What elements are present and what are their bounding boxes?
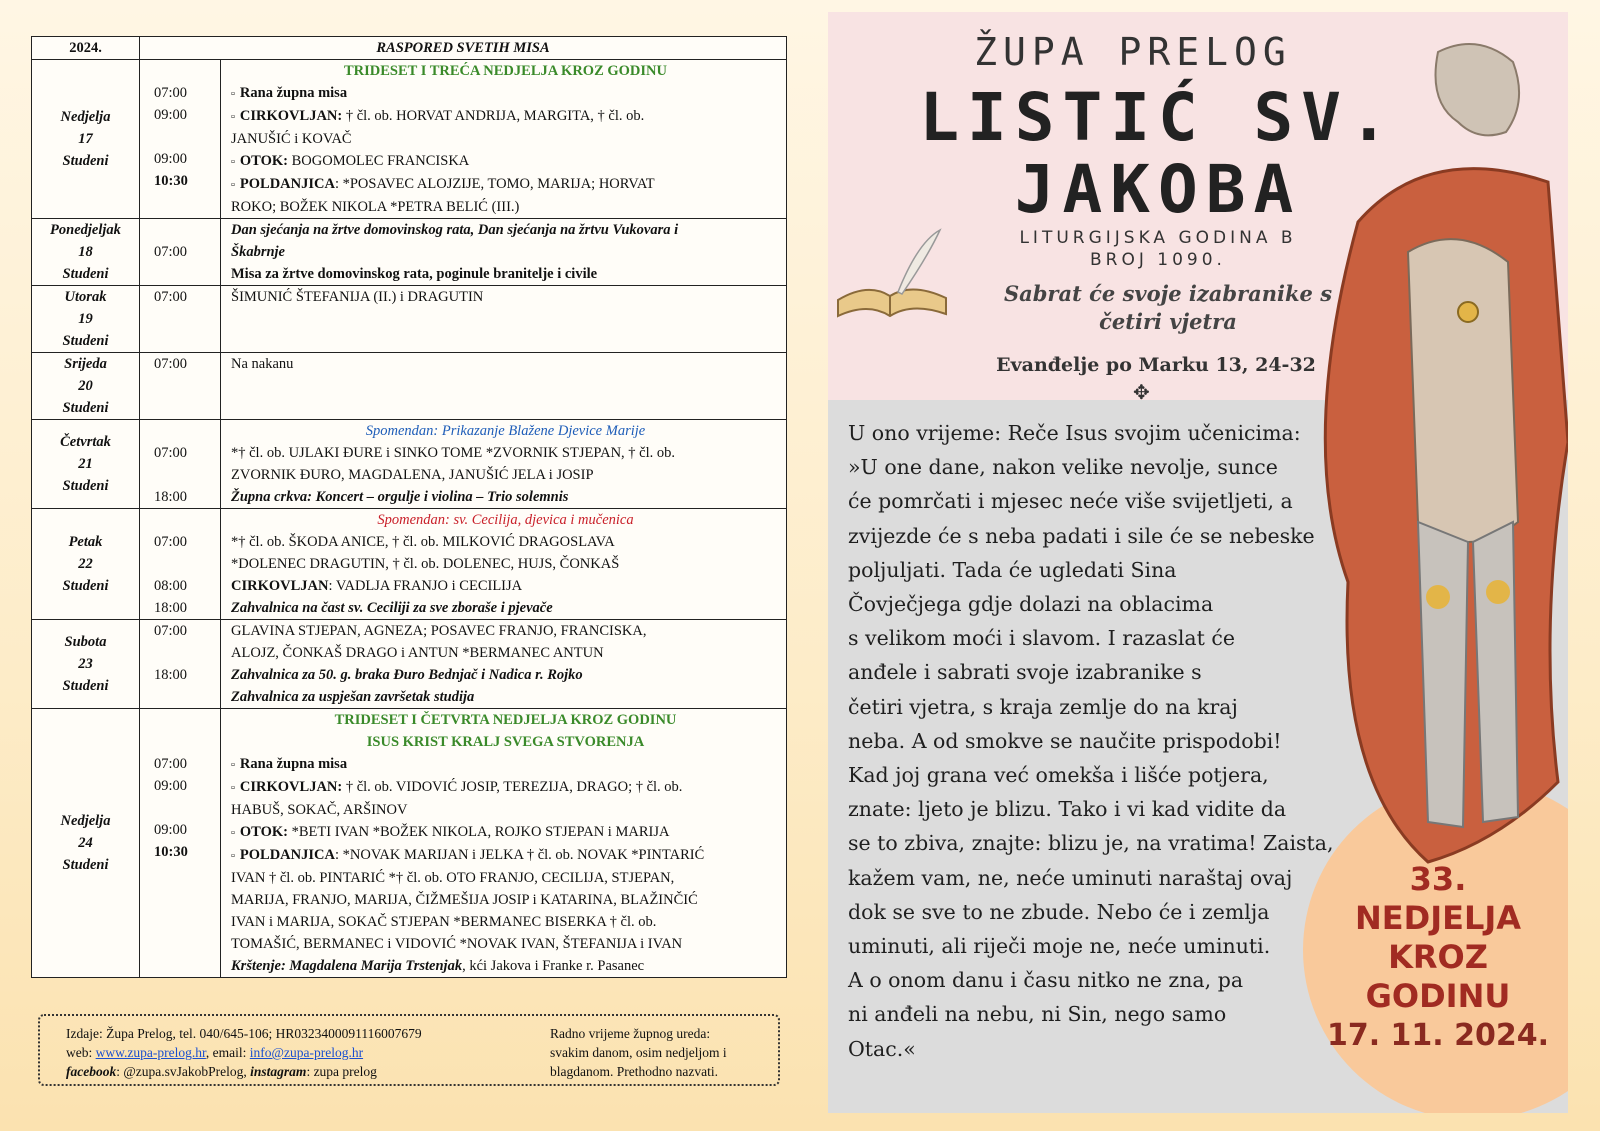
mass-intention: *† čl. ob. UJLAKI ĐURE i SINKO TOME *ZVORNIK STJEPAN, † čl. ob.	[231, 445, 675, 461]
day-cell	[32, 709, 140, 978]
website-link[interactable]: www.zupa-prelog.hr	[95, 1045, 206, 1060]
cross-ornament-icon: ✥	[1133, 382, 1150, 404]
mass-time: 07:00	[154, 623, 188, 639]
mass-time: 09:00	[154, 151, 188, 167]
mass-intention: IVAN i MARIJA, SOKAČ STJEPAN *BERMANEC BISERKA † čl. ob.	[231, 914, 657, 930]
gospel-line: ni anđeli na nebu, ni Sin, nego samo	[848, 1002, 1227, 1027]
mass-intention: HABUŠ, SOKAČ, ARŠINOV	[231, 802, 408, 818]
intentions-cell	[221, 286, 787, 353]
mass-intention: JANUŠIĆ i KOVAČ	[231, 131, 352, 147]
bulletin-cover	[828, 12, 1568, 1113]
mass-time: 07:00	[154, 85, 188, 101]
day-month: Studeni	[62, 857, 109, 873]
gospel-line: uminuti, ali riječi moje ne, neće uminuti.	[848, 934, 1271, 959]
day-cell	[32, 620, 140, 709]
time-cell	[140, 620, 221, 709]
mass-intention: TOMAŠIĆ, BERMANEC i VIDOVIĆ *NOVAK IVAN, ŠTEFANIJA i IVAN	[231, 936, 683, 952]
mass-intention: Zahvalnica za 50. g. braka Đuro Bednjač i Nadica r. Rojko	[231, 667, 583, 683]
sunday-number: 33.	[1409, 860, 1467, 898]
gospel-line: Kad joj grana već omekša i lišće potjera,	[848, 763, 1269, 788]
day-name: Ponedjeljak	[50, 222, 121, 238]
publisher-line: Izdaje: Župa Prelog, tel. 040/645-106; HR0323400091116007679	[66, 1026, 422, 1041]
mass-time: 10:30	[154, 173, 188, 189]
mass-time: 07:00	[154, 244, 188, 260]
day-month: Studeni	[62, 400, 109, 416]
intentions-cell	[221, 620, 787, 709]
mass-intention: Na nakanu	[231, 356, 294, 372]
baptism-note: Krštenje: Magdalena Marija Trstenjak	[231, 958, 463, 974]
day-name: Srijeda	[64, 356, 107, 372]
mass-intention: GLAVINA STJEPAN, AGNEZA; POSAVEC FRANJO, FRANCISKA,	[231, 623, 647, 639]
gospel-line: Otac.«	[848, 1036, 916, 1061]
gospel-line: anđele i sabrati svoje izabranike s	[848, 660, 1202, 685]
sunday-word: KROZ	[1388, 938, 1488, 976]
mass-time: 08:00	[154, 578, 188, 594]
mass-intention: ŠIMUNIĆ ŠTEFANIJA (II.) i DRAGUTIN	[231, 289, 484, 305]
day-month: Studeni	[62, 578, 109, 594]
day-number: 20	[78, 378, 93, 394]
day-month: Studeni	[62, 266, 109, 282]
mass-intention: Zahvalnica za uspješan završetak studija	[231, 689, 475, 705]
schedule-day-row	[32, 353, 787, 420]
office-hours-title: Radno vrijeme župnog ureda:	[550, 1026, 711, 1041]
mass-label: POLDANJICA	[239, 176, 335, 192]
day-number: 17	[78, 131, 93, 147]
memorial-note: Dan sjećanja na žrtve domovinskog rata, Dan sjećanja na žrtvu Vukovara i	[231, 222, 679, 238]
day-number: 23	[78, 656, 93, 672]
mass-time: 18:00	[154, 667, 188, 683]
mass-time: 09:00	[154, 107, 188, 123]
intentions-cell: TRIDESET I ČETVRTA NEDJELJA KROZ GODINU ISUS KRIST KRALJ SVEGA STVORENJA ▫ Rana župna misa ▫ CIRKOVLJAN: † čl. ob. VIDOVIĆ JOSIP, TEREZIJA, DRAGO; † čl. ob. HABUŠ, SOKAČ, ARŠINOV ▫ OTOK: *BETI IVAN *BOŽEK NIKOLA, ROJKO STJEPAN i MARIJA ▫ POLDANJICA: *NOVAK MARIJAN i JELKA † čl. ob. NOVAK *PINTARIĆ IVAN † čl. ob. PINTARIĆ *† čl. ob. OTO FRANJO, CECILIJA, STJEPAN, MARIJA, FRANJO, MARIJA, ČIŽMEŠIJA JOSIP i KATARINA, BLAŽINČIĆ IVAN i MARIJA, SOKAČ STJEPAN *BERMANEC BISERKA † čl. ob. TOMAŠIĆ, BERMANEC i VIDOVIĆ *NOVAK IVAN, ŠTEFANIJA i IVAN Krštenje: Magdalena Marija Trstenjak, kći Jakova i Franke r. Pasanec	[221, 709, 787, 978]
day-month: Studeni	[62, 333, 109, 349]
schedule-day-row	[32, 60, 787, 219]
mass-time: 09:00	[154, 822, 188, 838]
mass-time: 07:00	[154, 445, 188, 461]
day-name: Nedjelja	[60, 109, 111, 125]
mass-time: 07:00	[154, 356, 188, 372]
mass-intention: *BETI IVAN *BOŽEK NIKOLA, ROJKO STJEPAN i MARIJA	[287, 824, 670, 840]
mass-intention: *DOLENEC DRAGUTIN, † čl. ob. DOLENEC, HUJS, ČONKAŠ	[231, 556, 620, 572]
email-label: , email:	[205, 1045, 250, 1060]
mass-label: CIRKOVLJAN	[231, 578, 329, 594]
mass-time: 07:00	[154, 289, 188, 305]
mass-intention: ZVORNIK ĐURO, MAGDALENA, JANUŠIĆ JELA i JOSIP	[231, 467, 594, 483]
day-name: Subota	[64, 634, 107, 650]
intentions-cell	[221, 420, 787, 509]
time-cell	[140, 60, 221, 219]
day-cell	[32, 219, 140, 286]
day-name: Utorak	[64, 289, 107, 305]
day-month: Studeni	[62, 478, 109, 494]
mass-time: 07:00	[154, 756, 188, 772]
feast-subtitle: ISUS KRIST KRALJ SVEGA STVORENJA	[366, 734, 645, 750]
mass-intention: † čl. ob. VIDOVIĆ JOSIP, TEREZIJA, DRAGO; † čl. ob.	[342, 779, 683, 795]
memorial-note: Škabrnje	[231, 244, 285, 260]
gospel-line: poljuljati. Tada će ugledati Sina	[848, 557, 1177, 582]
office-hours	[550, 1024, 727, 1081]
mass-intention: *† čl. ob. ŠKODA ANICE, † čl. ob. MILKOVIĆ DRAGOSLAVA	[231, 534, 615, 550]
mass-label: CIRKOVLJAN:	[239, 108, 343, 124]
mass-intention: MARIJA, FRANJO, MARIJA, ČIŽMEŠIJA JOSIP i KATARINA, BLAŽINČIĆ	[231, 892, 698, 908]
day-cell	[32, 286, 140, 353]
intentions-cell: TRIDESET I TREĆA NEDJELJA KROZ GODINU ▫ Rana župna misa ▫ CIRKOVLJAN: † čl. ob. HORVAT ANDRIJA, MARGITA, † čl. ob. JANUŠIĆ i KOVAČ ▫ OTOK: BOGOMOLEC FRANCISKA ▫ POLDANJICA: *POSAVEC ALOJZIJE, TOMO, MARIJA; HORVAT ROKO; BOŽEK NIKOLA *PETRA BELIĆ (III.)	[221, 60, 787, 219]
day-name: Petak	[68, 534, 103, 550]
event-note: Župna crkva: Koncert – orgulje i violina – Trio solemnis	[231, 489, 569, 505]
gospel-line: zvijezde će s neba padati i sile će se nebeske	[848, 523, 1315, 548]
gospel-line: s velikom moći i slavom. I razaslat će	[848, 626, 1236, 651]
day-number: 24	[78, 835, 93, 851]
book-quill-icon	[828, 222, 958, 332]
gospel-line: U ono vrijeme: Reče Isus svojim učenicima:	[848, 421, 1301, 445]
mass-schedule-table	[31, 36, 787, 978]
mass-label: POLDANJICA	[239, 847, 335, 863]
schedule-day-row	[32, 509, 787, 620]
day-cell	[32, 353, 140, 420]
day-number: 18	[78, 244, 93, 260]
schedule-header-row	[32, 37, 787, 60]
publisher-info	[66, 1024, 422, 1081]
day-number: 19	[78, 311, 93, 327]
mass-time: 18:00	[154, 489, 188, 505]
feast-title: TRIDESET I TREĆA NEDJELJA KROZ GODINU	[344, 63, 667, 79]
liturgy-info	[948, 227, 1368, 271]
motto-line: Sabrat će svoje izabranike s	[1003, 281, 1333, 306]
instagram-label: instagram	[250, 1064, 307, 1079]
intentions-cell	[221, 509, 787, 620]
gospel-line: se to zbiva, znajte: blizu je, na vratima! Zaista,	[848, 831, 1334, 856]
time-cell	[140, 353, 221, 420]
feast-title: TRIDESET I ČETVRTA NEDJELJA KROZ GODINU	[334, 712, 677, 728]
gospel-line: kažem vam, ne, neće uminuti naraštaj ovaj	[848, 865, 1293, 890]
parish-name: ŽUPA PRELOG	[974, 30, 1292, 74]
mass-intention: Misa za žrtve domovinskog rata, poginule branitelje i civile	[231, 266, 598, 282]
time-cell	[140, 509, 221, 620]
day-number: 22	[78, 556, 93, 572]
day-cell	[32, 420, 140, 509]
facebook-label: facebook	[66, 1064, 117, 1079]
day-name: Nedjelja	[60, 813, 111, 829]
gospel-line: dok se sve to ne zbude. Nebo će i zemlja	[848, 899, 1270, 924]
email-link[interactable]: info@zupa-prelog.hr	[249, 1045, 364, 1060]
gospel-line: A o onom danu i času nitko ne zna, pa	[848, 968, 1244, 993]
mass-intention: : *POSAVEC ALOJZIJE, TOMO, MARIJA; HORVAT	[334, 176, 655, 192]
motto	[958, 280, 1378, 336]
mass-time: 18:00	[154, 600, 188, 616]
bulletin-title-line: LISTIĆ SV.	[919, 79, 1397, 156]
schedule-day-row	[32, 219, 787, 286]
liturgical-year: LITURGIJSKA GODINA B	[1019, 228, 1297, 248]
mass-time: 10:30	[154, 844, 188, 860]
time-cell	[140, 286, 221, 353]
day-number: 21	[78, 456, 93, 472]
mass-intention: : VADLJA FRANJO i CECILIJA	[328, 578, 523, 594]
publisher-footer	[38, 1014, 780, 1086]
day-month: Studeni	[62, 153, 109, 169]
motto-line: četiri vjetra	[1099, 309, 1237, 334]
mass-label: Rana župna misa	[239, 85, 348, 101]
sunday-label	[1308, 860, 1568, 1055]
time-cell	[140, 709, 221, 978]
mass-label: OTOK:	[239, 824, 288, 840]
day-cell	[32, 509, 140, 620]
schedule-day-row	[32, 620, 787, 709]
schedule-day-row	[32, 709, 787, 978]
gospel-reference: Evanđelje po Marku 13, 24-32	[996, 354, 1316, 376]
office-hours-line: svakim danom, osim nedjeljom i	[550, 1045, 727, 1060]
gospel-line: znate: ljeto je blizu. Tako i vi kad vidite da	[848, 797, 1287, 822]
gospel-line: neba. A od smokve se naučite prispodobi!	[848, 728, 1282, 753]
mass-intention: ALOJZ, ČONKAŠ DRAGO i ANTUN *BERMANEC ANTUN	[231, 645, 604, 661]
mass-label: OTOK:	[239, 153, 288, 169]
time-cell	[140, 219, 221, 286]
gospel-line: Čovječjega gdje dolazi na oblacima	[848, 592, 1214, 617]
office-hours-line: blagdanom. Prethodno nazvati.	[550, 1064, 718, 1079]
mass-intention: BOGOMOLEC FRANCISKA	[287, 153, 470, 169]
facebook-handle: : @zupa.svJakobPrelog,	[116, 1064, 251, 1079]
gospel-line: četiri vjetra, s kraja zemlje do na kraj	[848, 694, 1238, 719]
schedule-year: 2024.	[32, 37, 140, 60]
mass-label: Rana župna misa	[239, 756, 348, 772]
mass-intention: ROKO; BOŽEK NIKOLA *PETRA BELIĆ (III.)	[231, 199, 520, 215]
web-label: web:	[66, 1045, 96, 1060]
mass-intention: : *NOVAK MARIJAN i JELKA † čl. ob. NOVAK *PINTARIĆ	[334, 847, 705, 863]
sunday-word: NEDJELJA	[1354, 899, 1522, 937]
mass-intention: † čl. ob. HORVAT ANDRIJA, MARGITA, † čl. ob.	[342, 108, 645, 124]
day-month: Studeni	[62, 678, 109, 694]
bulletin-title-line: JAKOBA	[1014, 151, 1302, 228]
feast-title: Spomendan: sv. Cecilija, djevica i mučenica	[377, 512, 634, 528]
mass-time: 09:00	[154, 778, 188, 794]
intentions-cell	[221, 219, 787, 286]
intentions-cell	[221, 353, 787, 420]
mass-time: 07:00	[154, 534, 188, 550]
gospel-line: će pomrčati i mjesec neće više svijetljeti, a	[848, 489, 1293, 514]
bulletin-date: 17. 11. 2024.	[1326, 1018, 1550, 1053]
feast-title: Spomendan: Prikazanje Blažene Djevice Marije	[365, 423, 646, 439]
sunday-word: GODINU	[1365, 977, 1511, 1015]
gospel-line: »U one dane, nakon velike nevolje, sunce	[848, 455, 1278, 480]
baptism-detail: , kći Jakova i Franke r. Pasanec	[462, 958, 645, 974]
bulletin-title	[898, 79, 1418, 228]
instagram-handle: : zupa prelog	[306, 1064, 377, 1079]
issue-number: BROJ 1090.	[1090, 250, 1226, 270]
day-name: Četvrtak	[60, 434, 111, 450]
schedule-title: RASPORED SVETIH MISA	[140, 37, 787, 60]
mass-intention: Zahvalnica na čast sv. Ceciliji za sve zboraše i pjevače	[231, 600, 553, 616]
mass-label: CIRKOVLJAN:	[239, 779, 343, 795]
time-cell	[140, 420, 221, 509]
schedule-day-row	[32, 420, 787, 509]
schedule-day-row	[32, 286, 787, 353]
mass-intention: IVAN † čl. ob. PINTARIĆ *† čl. ob. OTO FRANJO, CECILIJA, STJEPAN,	[231, 870, 675, 886]
day-cell	[32, 60, 140, 219]
